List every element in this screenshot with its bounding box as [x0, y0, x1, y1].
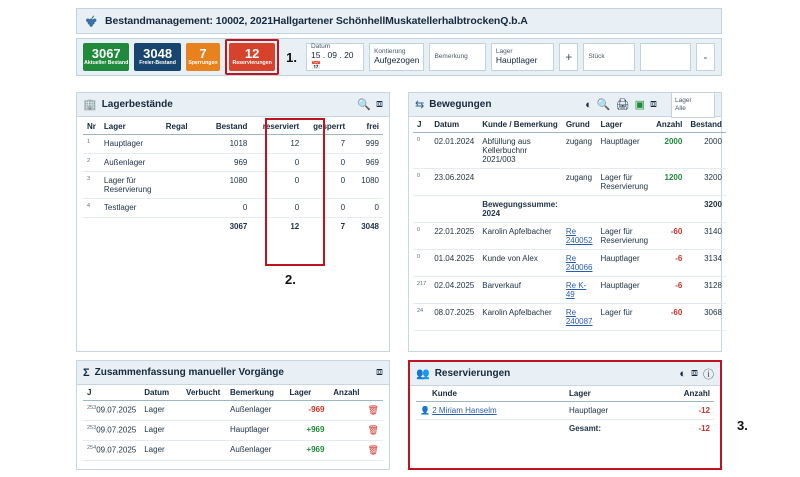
row-bestand: 0 — [204, 199, 252, 218]
row-lager: Außenlager — [100, 153, 162, 172]
row-kunde: Karolin Apfelbacher — [478, 223, 562, 250]
kpi-value: 12 — [244, 46, 260, 62]
col-kunde: Kunde — [416, 386, 565, 402]
row-regal — [162, 135, 204, 154]
row-bestand: 3140 — [686, 223, 726, 250]
row-reserviert: 12 — [251, 135, 303, 154]
row-verbucht: Lager — [140, 441, 182, 461]
row-verbucht: Lager — [140, 421, 182, 441]
zusammenfassung-body — [77, 385, 389, 461]
lager-value: Hauptlager — [495, 55, 538, 66]
col-anzahl: Anzahl — [661, 386, 714, 402]
table-row[interactable] — [83, 135, 383, 154]
table-summary-row — [413, 196, 726, 223]
row-gesperrt: 0 — [303, 172, 349, 199]
row-regal — [162, 172, 204, 199]
kpi-label: Freier-Bestand — [139, 60, 176, 67]
row-gesperrt: 7 — [303, 135, 349, 154]
bewegungen-card — [408, 92, 722, 352]
lager-filter-label: Lager — [675, 97, 692, 105]
total-gesperrt: 7 — [340, 221, 346, 231]
col-j: J — [83, 385, 140, 401]
row-lager: Lager für Reservierung — [597, 223, 653, 250]
row-j: 253 — [87, 405, 97, 411]
row-nr: 1 — [87, 139, 91, 145]
row-bemerkung — [182, 441, 226, 461]
kpi-reservierungen-highlight — [225, 39, 279, 75]
col-lager: Lager — [286, 385, 329, 401]
total-reserviert: 12 — [290, 221, 300, 231]
bewegungen-table — [413, 117, 726, 331]
kunde-link[interactable]: 2 Miriam Hanselm — [432, 406, 497, 415]
sigma-icon: Σ — [83, 366, 90, 379]
row-lager: Außenlager — [226, 441, 285, 461]
row-j: 253 — [87, 425, 97, 431]
row-verbucht: Lager — [140, 401, 182, 421]
row-gesperrt: 0 — [303, 153, 349, 172]
row-kunde: Kunde von Alex — [478, 250, 562, 277]
row-datum: 22.01.2025 — [430, 223, 478, 250]
row-datum: 01.04.2025 — [430, 250, 478, 277]
row-grund: zugang — [562, 169, 597, 196]
col-bestand: Bestand — [204, 119, 252, 135]
product-header-bar — [76, 8, 722, 34]
zusammenfassung-card — [76, 360, 390, 470]
reservierungen-body — [410, 386, 720, 437]
table-total-row — [416, 420, 714, 438]
reservierungen-header — [410, 362, 720, 386]
col-bemerkung: Bemerkung — [226, 385, 285, 401]
row-nr: 2 — [87, 157, 91, 164]
kpi-sperrungen[interactable] — [186, 43, 220, 71]
row-frei: 969 — [349, 153, 383, 172]
row-bestand: 969 — [204, 153, 252, 172]
table-row[interactable] — [413, 133, 726, 169]
table-header-row — [413, 117, 726, 133]
row-lager: Testlager — [100, 199, 162, 218]
kontierung-field[interactable] — [369, 43, 424, 71]
row-lager: Hauptlager — [100, 135, 162, 154]
table-row[interactable] — [83, 441, 383, 461]
search-icon[interactable]: 🔍 — [357, 99, 371, 111]
row-j: 254 — [87, 445, 97, 451]
table-row[interactable] — [413, 277, 726, 304]
col-lager: Lager — [100, 119, 162, 135]
datum-field[interactable] — [306, 43, 364, 71]
col-bestand: Bestand — [686, 117, 726, 133]
receipt-link[interactable]: Re 240087 — [565, 308, 593, 326]
datum-value: 15 . 09 . 20 📅 — [310, 50, 354, 71]
row-j: 24 — [417, 308, 424, 314]
calendar-icon[interactable]: 📅 — [310, 61, 321, 71]
row-kunde: Abfüllung aus Kellerbuchnr 2021/003 — [478, 133, 562, 169]
col-nr: Nr — [83, 119, 100, 135]
table-row[interactable] — [83, 199, 383, 218]
col-datum: Datum — [140, 385, 182, 401]
datum-label: Datum — [310, 43, 331, 51]
kontierung-label: Kontierung — [374, 48, 406, 56]
row-bestand: 3134 — [686, 250, 726, 277]
row-lager: Hauptlager — [226, 421, 285, 441]
col-verbucht: Verbucht — [182, 385, 226, 401]
kpi-freier-bestand[interactable] — [134, 43, 180, 71]
bewegungen-body — [409, 117, 721, 331]
lagerbestaende-table — [83, 119, 383, 235]
row-anzahl: 1200 — [652, 169, 686, 196]
zusammenfassung-header — [77, 361, 389, 385]
col-kunde: Kunde / Bemerkung — [478, 117, 562, 133]
col-datum: Datum — [430, 117, 478, 133]
kpi-label: Reservierungen — [232, 60, 272, 67]
bewegungen-title: Bewegungen — [429, 99, 492, 110]
lagerbestaende-card — [76, 92, 390, 352]
search-icon[interactable]: 🔍 — [596, 99, 611, 111]
col-action — [364, 385, 383, 401]
reservierungen-table — [416, 386, 714, 437]
lager-label: Lager — [495, 48, 513, 56]
row-frei: 1080 — [349, 172, 383, 199]
extra-field[interactable] — [640, 43, 691, 71]
col-frei: frei — [349, 119, 383, 135]
table-row[interactable] — [83, 421, 383, 441]
row-lager: Lager für — [597, 304, 653, 331]
row-j: 0 — [417, 173, 421, 179]
reservierungen-title: Reservierungen — [434, 368, 511, 379]
expand-icon[interactable]: ⧈ — [650, 98, 657, 110]
row-j: 0 — [417, 254, 421, 260]
print-icon[interactable]: 🖨 — [615, 99, 630, 111]
col-reserviert: reserviert — [251, 119, 303, 135]
row-anzahl: +969 — [286, 441, 329, 461]
kpi-value: 3067 — [91, 46, 121, 62]
row-anzahl: -969 — [286, 401, 329, 421]
table-row[interactable] — [83, 172, 383, 199]
row-bemerkung — [182, 421, 226, 441]
row-grund[interactable] — [562, 250, 597, 277]
table-row[interactable] — [413, 223, 726, 250]
stueck-field[interactable] — [583, 43, 634, 71]
annotation-marker-2: 2. — [285, 272, 296, 287]
row-gesperrt: 0 — [303, 199, 349, 218]
total-label: Gesamt: — [569, 424, 602, 433]
lagerbestaende-title: Lagerbestände — [101, 99, 173, 110]
increment-button[interactable]: + — [559, 43, 578, 71]
delete-icon[interactable]: 🗑 — [367, 405, 379, 415]
bewegungen-header — [409, 93, 721, 117]
zusammenfassung-table — [83, 385, 383, 461]
table-row[interactable] — [413, 304, 726, 331]
warehouse-icon: 🏢 — [83, 99, 97, 111]
delete-icon[interactable]: 🗑 — [367, 445, 379, 455]
row-bestand: 3128 — [686, 277, 726, 304]
kpi-reservierungen[interactable] — [229, 43, 275, 71]
kpi-and-booking-bar — [76, 38, 722, 76]
summary-bestand: 3200 — [686, 196, 726, 223]
row-bestand: 2000 — [686, 133, 726, 169]
people-icon: 👥 — [416, 368, 430, 380]
person-card-icon: 👤 — [420, 406, 430, 415]
row-frei: 999 — [349, 135, 383, 154]
table-header-row — [416, 386, 714, 402]
row-datum: 02.04.2025 — [430, 277, 478, 304]
expand-icon[interactable]: ⧈ — [691, 367, 698, 379]
table-row[interactable] — [413, 169, 726, 196]
row-datum: 09.07.2025 — [96, 445, 137, 455]
kontierung-value: Aufgezogen — [374, 55, 420, 66]
row-anzahl: -12 — [661, 402, 714, 420]
grapes-icon — [85, 14, 99, 28]
kpi-value: 3048 — [143, 46, 173, 62]
row-anzahl: +969 — [286, 421, 329, 441]
row-lager: Hauptlager — [597, 250, 653, 277]
total-frei: 3048 — [361, 221, 379, 231]
filter-circle-icon[interactable]: ◐ — [679, 367, 686, 380]
bemerkung-field[interactable] — [429, 43, 485, 71]
stueck-label: Stück — [588, 53, 605, 61]
row-regal — [162, 153, 204, 172]
row-reserviert: 0 — [251, 199, 303, 218]
lagerbestaende-header — [77, 93, 389, 117]
row-reserviert: 0 — [251, 172, 303, 199]
expand-icon[interactable]: ⧈ — [376, 366, 383, 378]
receipt-link[interactable]: Re 240052 — [565, 227, 593, 245]
col-anzahl: Anzahl — [328, 385, 363, 401]
row-j: 217 — [417, 281, 427, 287]
lager-filter-value: Alle — [675, 104, 686, 112]
row-bestand: 3068 — [686, 304, 726, 331]
row-datum: 09.07.2025 — [96, 425, 137, 435]
table-row[interactable] — [83, 401, 383, 421]
row-kunde: Karolin Apfelbacher — [478, 304, 562, 331]
receipt-link[interactable]: Re 240066 — [565, 254, 593, 272]
annotation-marker-1: 1. — [286, 49, 297, 65]
row-anzahl: -6 — [652, 277, 686, 304]
row-j: 0 — [417, 227, 421, 233]
row-reserviert: 0 — [251, 153, 303, 172]
row-j: 0 — [417, 137, 421, 143]
col-grund: Grund — [562, 117, 597, 133]
zusammenfassung-title: Zusammenfassung manueller Vorgänge — [94, 367, 284, 378]
row-lager: Hauptlager — [565, 402, 661, 420]
col-gesperrt: gesperrt — [303, 119, 349, 135]
kpi-aktueller-bestand[interactable] — [83, 43, 129, 71]
row-grund: zugang — [562, 133, 597, 169]
row-anzahl: 2000 — [652, 133, 686, 169]
row-datum: 09.07.2025 — [96, 405, 137, 415]
row-lager: Lager für Reservierung — [100, 172, 162, 199]
row-frei: 0 — [349, 199, 383, 218]
row-anzahl: -60 — [652, 223, 686, 250]
row-anzahl: -60 — [652, 304, 686, 331]
row-grund[interactable] — [562, 223, 597, 250]
col-lager: Lager — [565, 386, 661, 402]
table-header-row — [83, 385, 383, 401]
col-lager: Lager — [597, 117, 653, 133]
excel-icon[interactable]: ▣ — [634, 99, 645, 111]
row-datum: 08.07.2025 — [430, 304, 478, 331]
row-nr: 3 — [87, 176, 91, 183]
expand-icon[interactable]: ⧈ — [376, 98, 383, 110]
row-lager: Hauptlager — [597, 277, 653, 304]
table-row[interactable] — [83, 153, 383, 172]
table-row[interactable] — [416, 402, 714, 420]
table-row[interactable] — [413, 250, 726, 277]
total-bestand: 3067 — [229, 221, 248, 231]
row-grund[interactable] — [562, 277, 597, 304]
row-lager: Hauptlager — [597, 133, 653, 169]
row-datum: 23.06.2024 — [430, 169, 478, 196]
row-datum: 02.01.2024 — [430, 133, 478, 169]
info-icon[interactable]: ⓘ — [703, 368, 714, 381]
row-nr: 4 — [87, 203, 91, 210]
row-kunde: Barverkauf — [478, 277, 562, 304]
row-grund[interactable] — [562, 304, 597, 331]
row-anzahl: -6 — [652, 250, 686, 277]
row-bestand: 1018 — [204, 135, 252, 154]
table-total-row — [83, 217, 383, 235]
bemerkung-label: Bemerkung — [434, 53, 468, 61]
receipt-link[interactable]: Re K-49 — [565, 281, 587, 299]
row-bestand: 3200 — [686, 169, 726, 196]
lager-filter[interactable] — [671, 92, 715, 118]
summary-label: Bewegungssumme: 2024 — [478, 196, 562, 223]
kpi-value: 7 — [199, 46, 207, 62]
col-regal: Regal — [162, 119, 204, 135]
row-lager: Lager für Reservierung — [597, 169, 653, 196]
col-j: J — [413, 117, 430, 133]
row-kunde — [478, 169, 562, 196]
kpi-label: Aktueller Bestand — [84, 60, 129, 67]
page-title: Bestandmanagement: 10002, 2021Hallgartener SchönhellMuskatellerhalbtrockenQ.b.A — [105, 15, 528, 27]
lagerbestaende-body — [77, 117, 389, 235]
transfer-icon: ⇆ — [415, 99, 425, 111]
col-anzahl: Anzahl — [652, 117, 686, 133]
kpi-label: Sperrungen — [188, 60, 218, 67]
reservierungen-card — [408, 360, 722, 470]
table-header-row — [83, 119, 383, 135]
total-value: -12 — [698, 424, 710, 433]
decrement-button[interactable]: - — [696, 43, 715, 71]
filter-circle-icon[interactable]: ◐ — [585, 98, 592, 111]
row-lager: Außenlager — [226, 401, 285, 421]
row-bemerkung — [182, 401, 226, 421]
row-regal — [162, 199, 204, 218]
row-bestand: 1080 — [204, 172, 252, 199]
delete-icon[interactable]: 🗑 — [367, 425, 379, 435]
annotation-marker-3: 3. — [737, 418, 748, 433]
lager-field[interactable] — [491, 43, 554, 71]
